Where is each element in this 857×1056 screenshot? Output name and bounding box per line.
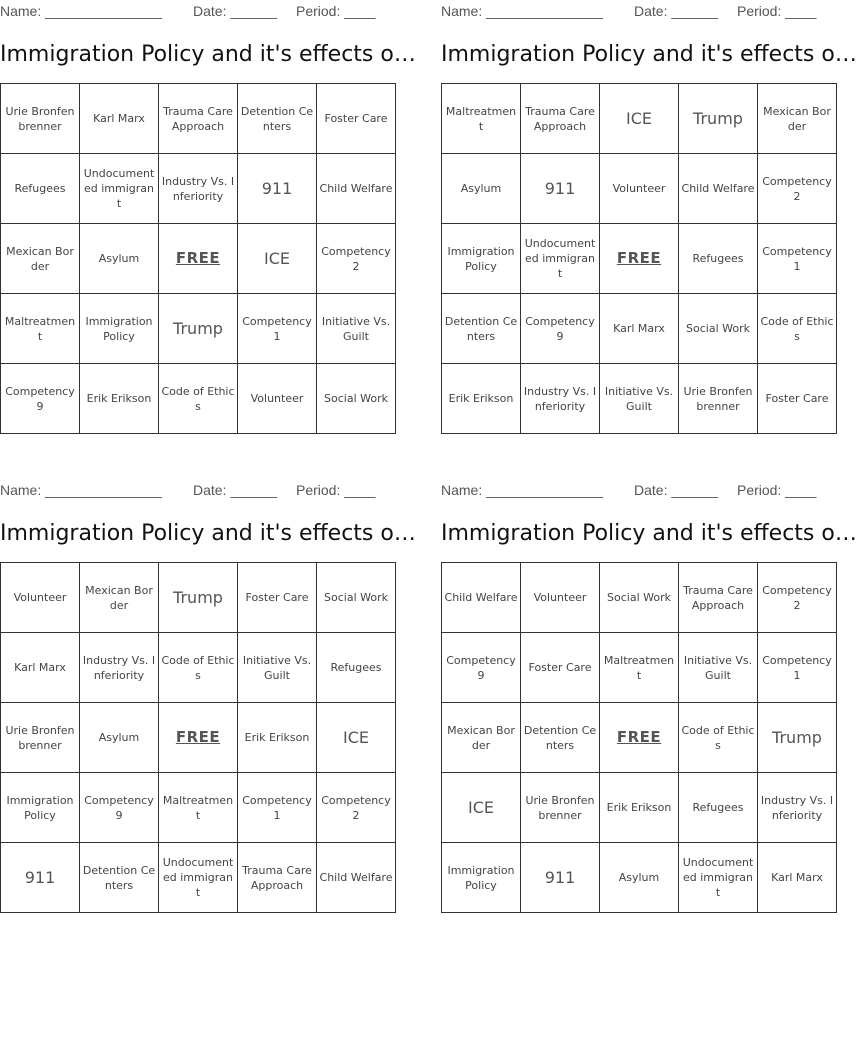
bingo-cell[interactable]: Detention Centers: [238, 84, 317, 154]
bingo-cell[interactable]: Karl Marx: [758, 843, 837, 913]
bingo-cell[interactable]: Child Welfare: [679, 154, 758, 224]
bingo-cell[interactable]: Maltreatment: [1, 294, 80, 364]
date-field[interactable]: Date: ______: [634, 482, 719, 498]
bingo-row: [1, 843, 396, 913]
bingo-cell[interactable]: Trump: [159, 294, 238, 364]
bingo-cell[interactable]: Refugees: [1, 154, 80, 224]
bingo-cell[interactable]: Detention Centers: [80, 843, 159, 913]
bingo-row: [442, 773, 837, 843]
bingo-cell[interactable]: Undocumented immigrant: [80, 154, 159, 224]
bingo-cell[interactable]: Initiative Vs. Guilt: [238, 633, 317, 703]
bingo-cell[interactable]: Industry Vs. Inferiority: [521, 364, 600, 434]
bingo-cell[interactable]: Industry Vs. Inferiority: [80, 633, 159, 703]
bingo-cell[interactable]: Trauma Care Approach: [159, 84, 238, 154]
bingo-cell[interactable]: Child Welfare: [442, 563, 521, 633]
bingo-cell[interactable]: Competency 2: [317, 224, 396, 294]
bingo-card-3: [0, 479, 416, 899]
free-space-cell[interactable]: FREE: [600, 224, 679, 294]
bingo-cell[interactable]: 911: [238, 154, 317, 224]
bingo-cell[interactable]: Mexican Border: [1, 224, 80, 294]
bingo-cell[interactable]: Maltreatment: [442, 84, 521, 154]
bingo-cell[interactable]: Detention Centers: [521, 703, 600, 773]
bingo-cell[interactable]: Mexican Border: [442, 703, 521, 773]
card-title: Immigration Policy and it's effects o…: [441, 521, 857, 546]
card-title: Immigration Policy and it's effects o…: [441, 42, 857, 67]
period-field[interactable]: Period: ____: [737, 3, 817, 19]
bingo-cell[interactable]: Code of Ethics: [159, 364, 238, 434]
bingo-cell[interactable]: Child Welfare: [317, 154, 396, 224]
bingo-cell[interactable]: Urie Bronfenbrenner: [521, 773, 600, 843]
period-field[interactable]: Period: ____: [737, 482, 817, 498]
bingo-cell[interactable]: Initiative Vs. Guilt: [600, 364, 679, 434]
bingo-cell[interactable]: Trauma Care Approach: [521, 84, 600, 154]
free-space-cell[interactable]: FREE: [159, 703, 238, 773]
bingo-cell[interactable]: ICE: [442, 773, 521, 843]
bingo-cell[interactable]: Asylum: [442, 154, 521, 224]
bingo-cell[interactable]: Social Work: [317, 563, 396, 633]
bingo-card-1: [0, 0, 416, 413]
bingo-cell[interactable]: Volunteer: [1, 563, 80, 633]
bingo-row: [442, 364, 837, 434]
bingo-cell[interactable]: Karl Marx: [600, 294, 679, 364]
bingo-cell[interactable]: Competency 2: [758, 154, 837, 224]
bingo-cell[interactable]: Undocumented immigrant: [159, 843, 238, 913]
student-info-row: [441, 479, 817, 501]
bingo-cell[interactable]: ICE: [600, 84, 679, 154]
period-field[interactable]: Period: ____: [296, 482, 376, 498]
bingo-cell[interactable]: Volunteer: [600, 154, 679, 224]
bingo-cell[interactable]: Foster Care: [758, 364, 837, 434]
bingo-cell[interactable]: Initiative Vs. Guilt: [679, 633, 758, 703]
bingo-cell[interactable]: Competency 9: [1, 364, 80, 434]
bingo-row: [1, 154, 396, 224]
bingo-cell[interactable]: Volunteer: [238, 364, 317, 434]
bingo-cell[interactable]: Immigration Policy: [1, 773, 80, 843]
bingo-cell[interactable]: Competency 1: [758, 633, 837, 703]
bingo-cell[interactable]: Maltreatment: [159, 773, 238, 843]
bingo-row: [1, 703, 396, 773]
bingo-cell[interactable]: Industry Vs. Inferiority: [758, 773, 837, 843]
bingo-cell[interactable]: Foster Care: [317, 84, 396, 154]
bingo-row: [442, 563, 837, 633]
bingo-cell[interactable]: Trauma Care Approach: [679, 563, 758, 633]
bingo-cell[interactable]: Erik Erikson: [600, 773, 679, 843]
bingo-cell[interactable]: Competency 1: [238, 294, 317, 364]
card-title: Immigration Policy and it's effects o…: [0, 521, 416, 546]
bingo-cell[interactable]: Mexican Border: [758, 84, 837, 154]
name-field[interactable]: Name: _______________: [441, 482, 603, 498]
bingo-cell[interactable]: ICE: [238, 224, 317, 294]
bingo-cell[interactable]: Mexican Border: [80, 563, 159, 633]
bingo-cell[interactable]: Refugees: [679, 773, 758, 843]
bingo-cell[interactable]: Competency 1: [758, 224, 837, 294]
student-info-row: [0, 479, 376, 501]
bingo-cell[interactable]: ICE: [317, 703, 396, 773]
name-field[interactable]: Name: _______________: [441, 3, 603, 19]
period-field[interactable]: Period: ____: [296, 3, 376, 19]
bingo-row: [442, 703, 837, 773]
bingo-row: [1, 84, 396, 154]
bingo-cell[interactable]: Erik Erikson: [238, 703, 317, 773]
bingo-cell[interactable]: Karl Marx: [1, 633, 80, 703]
bingo-cell[interactable]: Undocumented immigrant: [521, 224, 600, 294]
bingo-cell[interactable]: Immigration Policy: [442, 843, 521, 913]
student-info-row: [441, 0, 817, 22]
bingo-cell[interactable]: Asylum: [600, 843, 679, 913]
bingo-cell[interactable]: Maltreatment: [600, 633, 679, 703]
bingo-row: [1, 563, 396, 633]
bingo-row: [1, 773, 396, 843]
bingo-cell[interactable]: Undocumented immigrant: [679, 843, 758, 913]
bingo-row: [1, 224, 396, 294]
bingo-cell[interactable]: Trump: [159, 563, 238, 633]
bingo-cell[interactable]: Refugees: [317, 633, 396, 703]
bingo-row: [442, 633, 837, 703]
bingo-card-2: [441, 0, 857, 413]
bingo-cell[interactable]: 911: [521, 843, 600, 913]
bingo-cell[interactable]: Volunteer: [521, 563, 600, 633]
bingo-cell[interactable]: Refugees: [679, 224, 758, 294]
bingo-cell[interactable]: Karl Marx: [80, 84, 159, 154]
bingo-cell[interactable]: Initiative Vs. Guilt: [317, 294, 396, 364]
free-space-cell[interactable]: FREE: [159, 224, 238, 294]
bingo-row: [442, 154, 837, 224]
bingo-cell[interactable]: Competency 9: [521, 294, 600, 364]
bingo-cell[interactable]: Code of Ethics: [758, 294, 837, 364]
bingo-cell[interactable]: Detention Centers: [442, 294, 521, 364]
bingo-row: [442, 84, 837, 154]
bingo-cell[interactable]: Trump: [758, 703, 837, 773]
bingo-cell[interactable]: Competency 2: [758, 563, 837, 633]
bingo-cell[interactable]: Competency 9: [442, 633, 521, 703]
name-field[interactable]: Name: _______________: [0, 482, 162, 498]
bingo-row: [442, 843, 837, 913]
bingo-cell[interactable]: Urie Bronfenbrenner: [679, 364, 758, 434]
bingo-grid: [441, 562, 837, 913]
bingo-cell[interactable]: Asylum: [80, 224, 159, 294]
bingo-cell[interactable]: Child Welfare: [317, 843, 396, 913]
bingo-row: [1, 633, 396, 703]
bingo-row: [1, 294, 396, 364]
student-info-row: [0, 0, 376, 22]
bingo-cell[interactable]: Competency 1: [238, 773, 317, 843]
bingo-cell[interactable]: Foster Care: [238, 563, 317, 633]
bingo-row: [442, 224, 837, 294]
bingo-cell[interactable]: Foster Care: [521, 633, 600, 703]
bingo-cell[interactable]: Industry Vs. Inferiority: [159, 154, 238, 224]
bingo-grid: [441, 83, 837, 434]
bingo-cell[interactable]: Social Work: [679, 294, 758, 364]
bingo-cell[interactable]: Code of Ethics: [679, 703, 758, 773]
bingo-cell[interactable]: Competency 2: [317, 773, 396, 843]
free-space-cell[interactable]: FREE: [600, 703, 679, 773]
card-title: Immigration Policy and it's effects o…: [0, 42, 416, 67]
bingo-cell[interactable]: 911: [1, 843, 80, 913]
bingo-cell[interactable]: Trump: [679, 84, 758, 154]
bingo-cell[interactable]: Immigration Policy: [442, 224, 521, 294]
bingo-row: [442, 294, 837, 364]
bingo-cell[interactable]: Erik Erikson: [442, 364, 521, 434]
bingo-cell[interactable]: Trauma Care Approach: [238, 843, 317, 913]
bingo-cell[interactable]: Social Work: [600, 563, 679, 633]
bingo-row: [1, 364, 396, 434]
date-field[interactable]: Date: ______: [193, 482, 278, 498]
bingo-cell[interactable]: Social Work: [317, 364, 396, 434]
bingo-cell[interactable]: Asylum: [80, 703, 159, 773]
bingo-grid: [0, 562, 396, 913]
bingo-cell[interactable]: Competency 9: [80, 773, 159, 843]
bingo-cell[interactable]: 911: [521, 154, 600, 224]
name-field[interactable]: Name: _______________: [0, 3, 162, 19]
bingo-cell[interactable]: Erik Erikson: [80, 364, 159, 434]
bingo-cell[interactable]: Urie Bronfenbrenner: [1, 703, 80, 773]
date-field[interactable]: Date: ______: [193, 3, 278, 19]
bingo-cell[interactable]: Immigration Policy: [80, 294, 159, 364]
bingo-cell[interactable]: Code of Ethics: [159, 633, 238, 703]
bingo-grid: [0, 83, 396, 434]
bingo-card-4: [441, 479, 857, 899]
bingo-cell[interactable]: Urie Bronfenbrenner: [1, 84, 80, 154]
date-field[interactable]: Date: ______: [634, 3, 719, 19]
